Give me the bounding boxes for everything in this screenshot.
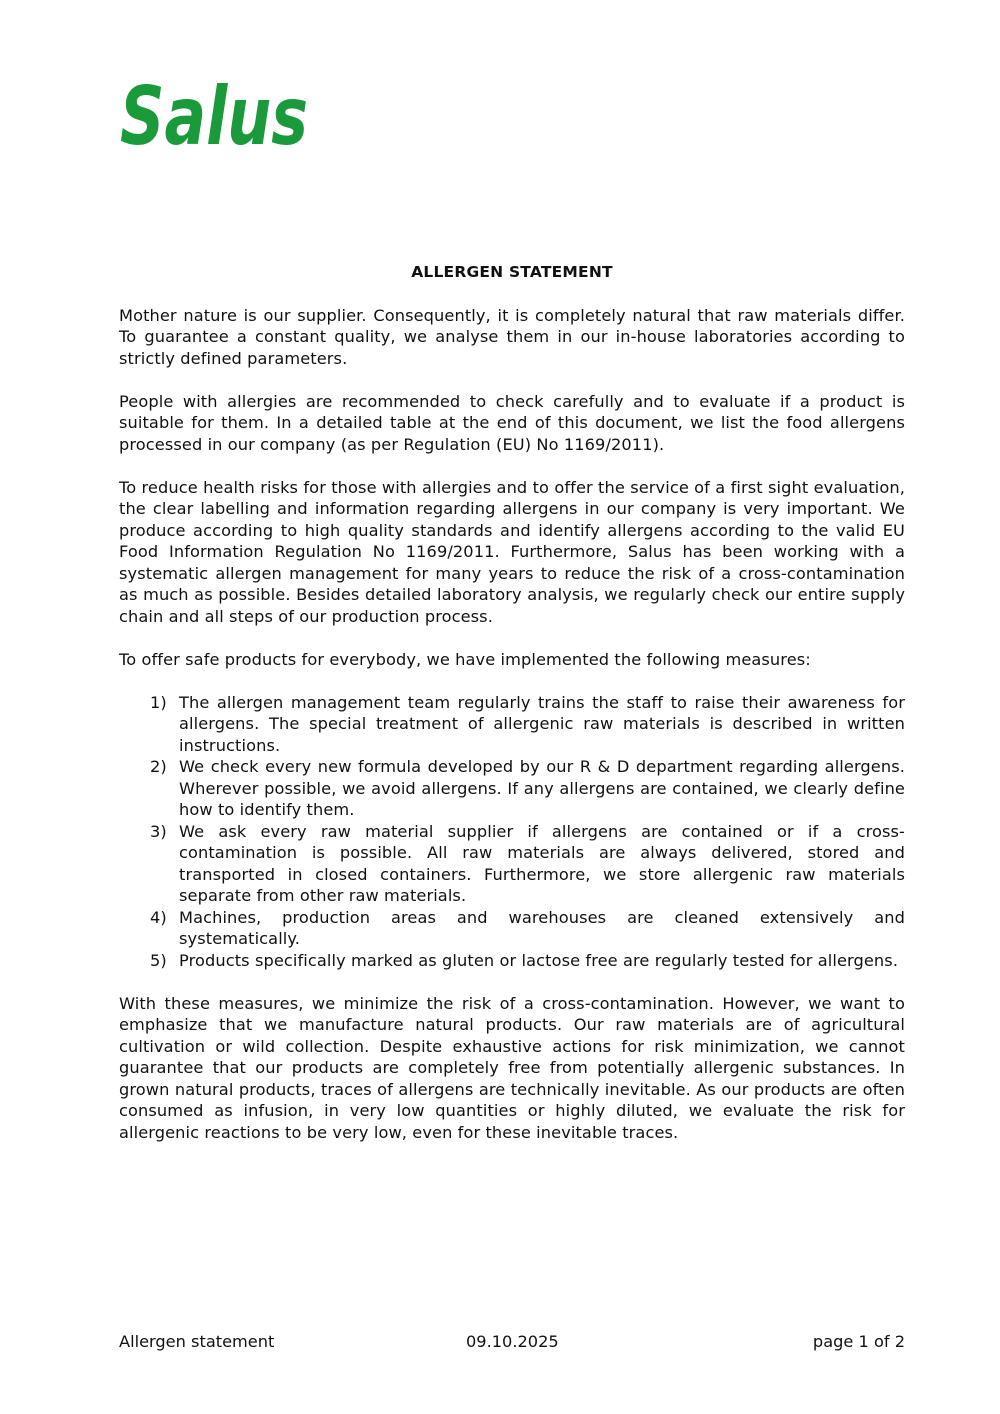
intro-paragraph: Mother nature is our supplier. Consequently, it is completely natural that raw materials differ. To guarantee a constant quality, we analyse them in our in-house laboratories according to strictly defined parameters. (119, 305, 905, 368)
measure-number: 5) (150, 950, 167, 970)
svg-text:Salus: Salus (120, 70, 308, 163)
document-body (119, 262, 905, 1165)
footer-date: 09.10.2025 (466, 1332, 559, 1351)
measure-number: 1) (150, 692, 167, 712)
measure-item (119, 907, 905, 950)
measure-text: We check every new formula developed by our R & D department regarding allergens. Wherever possible, we avoid allergens. If any allergens are contained, we clearly define how to identify them. (179, 757, 905, 819)
allergy-advice-paragraph: People with allergies are recommended to check carefully and to evaluate if a product is suitable for them. In a detailed table at the end of this document, we list the food allergens processed in our company (as per Regulation (EU) No 1169/2011). (119, 391, 905, 454)
measure-text: Products specifically marked as gluten or lactose free are regularly tested for allergens. (179, 950, 899, 970)
measure-item (119, 821, 905, 907)
document-title: ALLERGEN STATEMENT (411, 263, 613, 281)
measure-text: Machines, production areas and warehouses are cleaned extensively and systematically. (179, 907, 905, 948)
risk-reduction-paragraph: To reduce health risks for those with allergies and to offer the service of a first sight evaluation, the clear labelling and information regarding allergens in our company is very important. We produce according to high quality standards and identify allergens according to the valid EU Food Information Regulation No 1169/2011. Furthermore, Salus has been working with a systematic allergen management for many years to reduce the risk of a cross-contamination as much as possible. Besides detailed laboratory analysis, we regularly check our entire supply chain and all steps of our production process. (119, 477, 905, 626)
measures-intro-paragraph: To offer safe products for everybody, we have implemented the following measures: (119, 649, 811, 669)
measure-number: 4) (150, 907, 167, 927)
measure-item (119, 950, 905, 972)
measure-text: The allergen management team regularly trains the staff to raise their awareness for allergens. The special treatment of allergenic raw materials is described in written instructions. (179, 692, 905, 755)
footer-document-name: Allergen statement (119, 1332, 275, 1351)
footer-page-number: page 1 of 2 (812, 1332, 905, 1351)
measure-item (119, 756, 905, 821)
measure-number: 2) (150, 757, 167, 776)
measure-text: We ask every raw material supplier if allergens are contained or if a cross-contamination is possible. All raw materials are always delivered, stored and transported in closed containers. Furthermore, we store allergenic raw materials separate from other raw materials. (179, 821, 905, 905)
measures-list (119, 692, 905, 972)
salus-logo (118, 70, 312, 163)
measure-item (119, 692, 905, 757)
page-footer (119, 1331, 905, 1355)
measure-number: 3) (150, 821, 167, 841)
closing-paragraph: With these measures, we minimize the risk of a cross-contamination. However, we want to emphasize that we manufacture natural products. Our raw materials are of agricultural cultivation or wild collection. Despite exhaustive actions for risk minimization, we cannot guarantee that our products are completely free from potentially allergenic substances. In grown natural products, traces of allergens are technically inevitable. As our products are often consumed as infusion, in very low quantities or highly diluted, we evaluate the risk for allergenic reactions to be very low, even for these inevitable traces. (119, 993, 905, 1142)
